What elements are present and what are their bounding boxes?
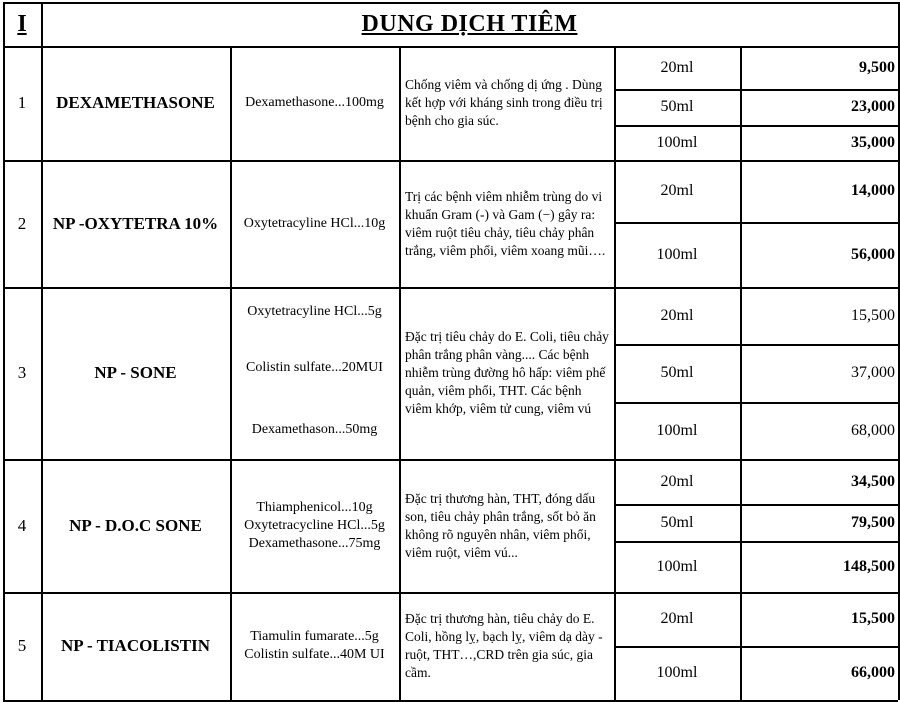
ingredient-line: Oxytetracyline HCl...10g [243, 215, 386, 231]
ingredient-list [230, 46, 399, 160]
row-number: 3 [17, 363, 27, 382]
ingredient-list [230, 160, 399, 287]
product-description: Trị các bệnh viêm nhiễm trùng do vi khuẩn Gram (-) và Gam (−) gây ra: viêm ruột tiêu chảy, tiêu chảy phân trắng, viêm phổi, viêm xoang mũi…. [405, 188, 606, 258]
product-name: NP - TIACOLISTIN [61, 636, 210, 655]
product-name: NP -OXYTETRA 10% [52, 213, 219, 233]
pack-volume: 50ml [660, 364, 694, 381]
pack-volume: 100ml [656, 557, 698, 575]
pack-price: 23,000 [851, 98, 895, 115]
product-name: DEXAMETHASONE [56, 93, 215, 112]
table-top-border [3, 2, 898, 4]
ingredient-line: Oxytetracyline HCl...5g [247, 304, 382, 319]
pack-price: 68,000 [851, 421, 895, 439]
pack-volume: 50ml [660, 98, 694, 115]
pack-volume: 20ml [660, 610, 694, 627]
pack-volume: 100ml [656, 664, 698, 681]
ingredient-line: Thiamphenicol...10g [256, 499, 373, 515]
product-description: Chống viêm và chống dị ứng . Dùng kết hợp với kháng sinh trong điều trị bệnh cho gia súc. [405, 77, 603, 128]
ingredient-line: Dexamethason...50mg [251, 422, 378, 437]
product-name: NP - D.O.C SONE [69, 515, 202, 535]
pack-volume: 100ml [656, 133, 698, 151]
pack-volume: 100ml [656, 421, 698, 439]
section-number: I [17, 10, 27, 37]
ingredient-line: Dexamethasone...100mg [245, 95, 384, 110]
pack-price: 34,500 [851, 472, 895, 490]
row-number: 2 [17, 213, 27, 233]
pack-volume: 20ml [660, 182, 694, 199]
pack-price: 148,500 [843, 557, 895, 575]
ingredient-list [230, 459, 399, 592]
pack-price: 15,500 [851, 306, 895, 324]
ingredient-line: Tiamulin fumarate...5g [250, 629, 379, 644]
pack-price: 14,000 [851, 182, 895, 199]
row-number: 5 [17, 636, 27, 655]
product-name: NP - SONE [94, 363, 177, 382]
row-number: 4 [17, 515, 27, 535]
product-description: Đặc trị thương hàn, THT, đóng dấu son, tiêu chảy phân trắng, sốt bỏ ăn không rõ nguyên nhân, viêm phổi, viêm ruột, viêm vú... [405, 490, 596, 560]
section-title: DUNG DỊCH TIÊM [361, 10, 578, 37]
pack-volume: 20ml [660, 306, 694, 324]
pack-price: 79,500 [851, 513, 895, 531]
pack-price: 37,000 [851, 364, 895, 381]
pack-price: 35,000 [851, 133, 895, 151]
ingredient-line: Colistin sulfate...20MUI [246, 360, 383, 375]
pack-volume: 50ml [660, 513, 694, 531]
product-description: Đặc trị tiêu chảy do E. Coli, tiêu chảy phân trắng phân vàng.... Các bệnh nhiễm trùng đường hô hấp: viêm phế quản, viêm phổi, THT. Các bệnh viêm khớp, viêm tử cung, viêm vú [405, 329, 609, 416]
ingredient-list [230, 592, 399, 700]
pack-price: 66,000 [851, 664, 895, 681]
pack-volume: 20ml [660, 472, 694, 490]
row-number: 1 [17, 93, 27, 112]
ingredient-line: Dexamethasone...75mg [248, 535, 381, 551]
product-description: Đặc trị thương hàn, tiêu chảy do E. Coli, hồng lỵ, bạch lỵ, viêm dạ dày - ruột, THT…,CRD trên gia súc, gia cầm. [405, 611, 603, 680]
pack-price: 56,000 [851, 245, 895, 263]
ingredient-line: Colistin sulfate...40M UI [244, 647, 385, 662]
ingredient-line: Oxytetracycline HCl...5g [244, 517, 385, 533]
pack-volume: 100ml [656, 245, 698, 263]
pack-price: 9,500 [859, 58, 895, 76]
pack-price: 15,500 [851, 610, 895, 627]
pack-volume: 20ml [660, 58, 694, 76]
